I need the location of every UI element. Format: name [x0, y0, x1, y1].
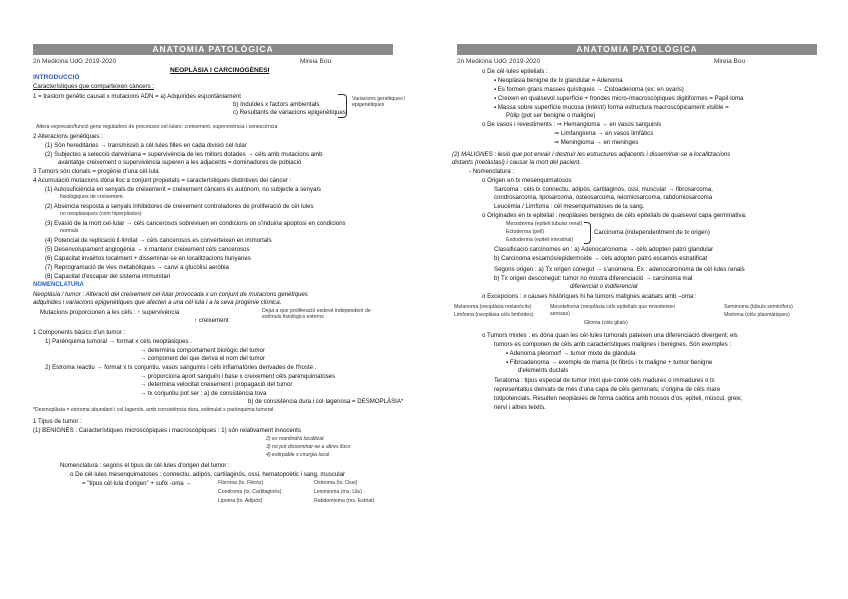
- text-line: normals: [60, 228, 79, 234]
- text-line: 2) es mantindrà localitzat: [266, 436, 324, 442]
- text-line: Fibroma (tx. Fibrós): [218, 480, 264, 486]
- text-line: (2) Subjectes a selecció darwiniana = supervivència de les millors dotades → cèls amb mutacions amb: [45, 151, 323, 158]
- text-line: Glioma (cèls glials): [584, 320, 628, 326]
- text-line: 2) Estroma reactiu → format x tx conjuntiu, vasos sanguinis i cèls inflamatòries derivades de l'hoste .: [45, 364, 317, 371]
- text-line: o De cèl·lules epitelials :: [482, 68, 548, 75]
- text-line: *Desmoplàsia = estroma abundant i col·lagenós, amb consistència dura, estimulat x parènquima tumoral: [33, 407, 274, 413]
- text-line: 4) extirpable x cirurgia local: [266, 452, 330, 458]
- text-line: 1) Parènquima tumoral → format x cèls neoplàsiques .: [45, 338, 192, 345]
- text-line: 3 Tumors són clonals = progènie d'una cèl·lula: [33, 168, 159, 175]
- text-line: (1) Autosuficiència en senyals de creixement = creixement càncers és autònom, no subjecte a senyals: [45, 186, 321, 193]
- text-line: Característiques que comparteixen càncers :: [33, 83, 154, 90]
- text-line: Lipoma (tx. Adipós): [218, 498, 263, 504]
- text-line: Mieloma (cèls plasmàtiques): [724, 312, 790, 318]
- text-line: Leucèmia / Limfoma : cèl mesenquimatoses de la sang.: [494, 203, 645, 210]
- text-line: Teratoma : tipus especial de tumor mixt que conté cèls madures o immadures o ls: [494, 377, 715, 384]
- text-line: Sarcoma : cèls tx connectiu, adipós, cartilaginós, ossi, muscular → fibrosarcoma,: [494, 186, 713, 193]
- page-banner: ANATOMIA PATOLÒGICA: [457, 44, 817, 55]
- text-line: (8) Capacitat d'escapar del sistema immunitari: [45, 273, 171, 280]
- text-line: 1 = trastorn genètic causat x mutacions ADN = a) Adquirides espontàniament: [33, 93, 241, 100]
- text-line: - Nomenclatura :: [469, 168, 515, 175]
- text-line: representatius derivats de més d'una capa de cèls germinals; s'origina de cèls mare: [494, 386, 721, 393]
- text-line: Neoplàsia / tumor : Alteració del creixement cel·lular provocada x un conjunt de mutacions genètiques: [33, 291, 308, 298]
- text-line: ⇒ Limfangioma → en vasos limfàtics: [554, 130, 654, 137]
- text-line: b) de consistència dura i col·lagenosa = DESMOPLÀSIA*: [248, 398, 404, 405]
- brace: [338, 94, 347, 118]
- text-line: ▪ Es formen grans masses quístiques → Cistoadenoma (ex: en ovaris): [494, 86, 684, 93]
- text-line: adquirides i variacions epigenètiques que afecten a una cèl·lula i a la seva progènie clònica.: [33, 299, 282, 306]
- course-label: 2n Medicina UdG 2019-2020: [33, 58, 117, 65]
- author-label: Mireia Bou: [714, 58, 746, 65]
- text-line: condrosarcoma, liposarcoma, osteosarcoma, leiomiosarcoma, rabdomiosarcoma: [494, 194, 713, 201]
- text-line: fisiològiques de creixement.: [60, 194, 125, 200]
- text-line: Melanoma (neoplàsia melanòcits): [454, 304, 532, 310]
- text-line: o De vasos i revestiments : ⇒ Hemangioma → en vasos sanguinis: [482, 121, 662, 128]
- text-line: Altera expressió/funció gens reguladors de processos cel·lulars: creixement, supervivència i senescència: [36, 124, 278, 130]
- text-line: (1) BENIGNES : Característiques microscòpiques i macroscòpiques : 1) són relativament innocents: [33, 427, 301, 434]
- text-line: ▪ Creixen en qualsevol superfície + frondes micro-/macroscòpiques digitiformes = Papil·loma: [494, 95, 744, 102]
- section-heading: NOMENCLATURA: [33, 282, 84, 288]
- text-line: no neoplàsiques (com hiperplàsies): [60, 211, 142, 217]
- text-line: Segons origen : a) Tx origen conegut → s'anomena. Ex : adenocarcinoma de cèl·lules renals: [494, 266, 745, 273]
- text-line: 1 Tipus de tumor :: [33, 418, 82, 425]
- text-line: (3) Evasió de la mort cel·lular → cèls cancerosos sobreviuen en condicions on s'induiria apoptosi en condicions: [45, 220, 346, 227]
- text-line: nervi i altres teixits.: [494, 404, 546, 411]
- text-line: o De cèl·lules mesenquimatoses : connectiu, adipós, cartilaginós, ossi, hematopoètic i sang, muscular: [70, 471, 346, 478]
- text-line: c) Resultants de variacions epigenètiques: [233, 109, 346, 116]
- text-line: ↑ creixement: [194, 317, 229, 324]
- text-line: Classificació carcinomes en : a) Adenocarcinoma → cèls adopten patró glandular: [494, 246, 714, 253]
- text-line: Carcinoma (independentment de tx origen): [594, 229, 710, 236]
- side-note: Variacions genètiques i epigenètiques: [352, 96, 406, 108]
- text-line: o Excepcions : x causes històriques hi ha tumors malignes acabats amb –oma :: [482, 293, 697, 300]
- text-line: (5) Desenvolupament angiogènia → x mantenir creixement cèls cancerosos: [45, 246, 250, 253]
- text-line: Condroma (tx. Cartilaginós): [218, 489, 282, 495]
- text-line: → determina comportament biològic del tumor: [140, 347, 265, 354]
- text-line: → component del que deriva el nom del tumor: [140, 355, 265, 362]
- text-line: ▪ Massa sobre superfície mucosa (intestí) forma estructura macroscòpicament visible =: [494, 104, 729, 111]
- text-line: 1 Components bàsics d'un tumor :: [33, 329, 126, 336]
- text-line: (2) Absència resposta a senyals inhibidores de creixement controladores de proliferació de cèl·lules: [45, 203, 314, 210]
- text-line: Seminoma (túbuls seminífers): [724, 304, 793, 310]
- text-line: o Origen en tx mesenquimatosos: [482, 177, 572, 184]
- text-line: Osteoma (tx. Ossi): [314, 480, 358, 486]
- text-line: Mutacions proporcionen a les cèls : ↑ supervivència: [40, 309, 180, 316]
- text-line: Mesoderma (epiteli tubular renal): [506, 221, 583, 227]
- course-label: 2n Medicina UdG 2019-2020: [457, 58, 541, 65]
- text-line: 2 Alteracions genètiques :: [33, 133, 103, 140]
- text-line: ▪ Fibroadenoma → exemple de mama (tx fibrós i tx maligne + tumor benigne: [506, 359, 713, 366]
- text-line: d'elements ductals: [518, 367, 569, 374]
- text-line: (1) Són hereditàries → transmissió a cèl·lules filles en cada divisió cel·lular: [45, 142, 247, 149]
- text-line: b) Tx origen desconegut: tumor no mostra diferenciació → carcinoma mal: [494, 275, 693, 282]
- text-line: tumors es componen de cèls amb característiques malignes i benignes. Són exemples :: [494, 341, 732, 348]
- text-line: b) Carcinoma escamós/epidermoide → cèls adopten patró escamós estratificat: [494, 255, 708, 262]
- text-line: ⇒ Meningioma → en meninges: [554, 139, 639, 146]
- author-label: Mireia Bou: [300, 58, 332, 65]
- text-line: Limfoma (neoplàsia cèls limfoides): [454, 312, 534, 318]
- text-line: 4 Acumulació mutacions dóna lloc a conjunt propietats = característiques distintives del càncer :: [33, 177, 292, 184]
- text-line: Rabdomioma (ms. Estriat): [314, 498, 375, 504]
- right-page: [424, 0, 848, 599]
- text-line: o Tumors mixtes : es dóna quan les cèl·lules tumorals pateixen una diferenciació divergent; els: [482, 332, 738, 339]
- text-line: (7) Reprogramació de vies metabòliques → canvi a glucòlisi aeròbia: [45, 264, 229, 271]
- text-line: 3) no pot disseminar-se a altres llocs: [266, 444, 351, 450]
- side-note: Dejut a que proliferació esdevé independent de estímuls fisiològics externs: [262, 308, 371, 320]
- text-line: avantatge creixement o supervivència superen a les adjacents = dominadores de població: [58, 159, 302, 166]
- text-line: diferenciat o indiferenciat: [570, 283, 638, 290]
- brace: [584, 222, 591, 244]
- text-line: → determina velocitat creixement i propagació del tumor: [140, 381, 293, 388]
- text-line: → tx conjuntiu pot ser : a) de consistència tova: [140, 390, 267, 397]
- text-line: distants (metàstasi) i causar la mort del pacient.: [452, 159, 582, 166]
- text-line: (4) Potencial de replicació il·limitat → cèls cancerosos es converteixen en immortals: [45, 237, 272, 244]
- text-line: (6) Capacitat invairtos localment + disseminar-se en localitzacions llunyanes: [45, 255, 251, 262]
- text-line: ▪ Adenoma pleomorf → tumor mixte de glàndula: [506, 350, 636, 357]
- text-line: = "tipus cèl·lula d'origen" + sufix -oma →: [82, 480, 192, 487]
- page-title: NEOPLÀSIA I CARCINOGÈNESI: [170, 67, 270, 74]
- text-line: (2) MALIGNES : lesió que pot envair i destruir les estructures adjacents i disseminar-se a localitzacions: [452, 151, 731, 158]
- text-line: Endoderma (epiteli intestinal): [506, 237, 574, 243]
- text-line: b) Induïdes x factors ambientals: [233, 101, 320, 108]
- text-line: ▪ Neoplàsia benigne de tx glandular = Adenoma: [494, 77, 623, 84]
- text-line: totipotencials. Resulten neoplàsies de forma caòtica amb trossos d'os, epiteli, múscul, greix,: [494, 395, 743, 402]
- section-heading: INTRODUCCIÓ: [33, 74, 80, 81]
- text-line: Leiomioma (ms. Llis): [314, 489, 362, 495]
- text-line: Pòlip (pot ser benigne o maligne): [506, 112, 596, 119]
- text-line: o Originades en tx epitelial : neoplàsies benignes de cèls epitelials de qualsevol capa germinativa:: [482, 212, 747, 219]
- text-line: Ectoderma (pell): [506, 229, 545, 235]
- text-line: → proporciona aport sanguini i base x creixement cèls parènquimatoses: [140, 373, 336, 380]
- text-line: Nomenclatura : segons el tipus de cèl·lules d'origen del tumor :: [60, 462, 230, 469]
- page-banner: ANATOMIA PATOLÒGICA: [33, 44, 393, 55]
- text-line: Mesotelioma (neoplàsia cèls epitelials que revesteixen serosas): [550, 304, 676, 317]
